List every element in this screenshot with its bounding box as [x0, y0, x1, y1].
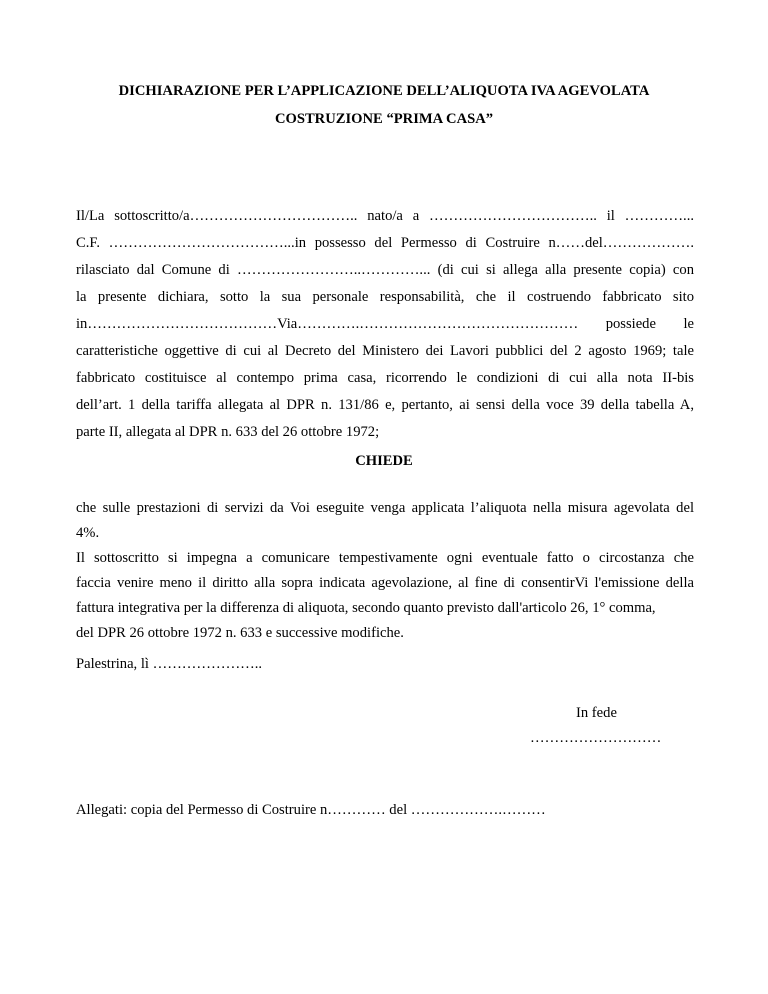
request-line: fattura integrativa per la differenza di aliquota, secondo quanto previsto dall'articolo 26, 1° comma,: [76, 600, 656, 616]
declaration-line: Il/La sottoscritto/a…………………………….. nato/a a …………………………….. il …………...: [76, 208, 694, 224]
place-date-line: Palestrina, lì …………………..: [76, 656, 263, 672]
declaration-line: C.F. ………………………………...in possesso del Permesso di Costruire n……del……………….: [76, 235, 694, 251]
request-line: che sulle prestazioni di servizi da Voi eseguite venga applicata l’aliquota nella misura agevolata del: [76, 500, 694, 516]
document-title-line-2: COSTRUZIONE “PRIMA CASA”: [274, 111, 494, 127]
declaration-line: dell’art. 1 della tariffa allegata al DPR n. 131/86 e, pertanto, ai sensi della voce 39 della tabella A,: [76, 397, 694, 413]
signature-label: In fede: [576, 705, 617, 721]
request-line: faccia venire meno il diritto alla sopra indicata agevolazione, al fine di consentirVi l'emissione della: [76, 575, 694, 591]
declaration-line: fabbricato costituisce al contempo prima casa, ricorrendo le condizioni di cui alla nota II-bis: [76, 370, 694, 386]
request-heading: CHIEDE: [355, 453, 413, 469]
request-paragraph: [76, 499, 694, 642]
declaration-line: parte II, allegata al DPR n. 633 del 26 ottobre 1972;: [76, 424, 380, 440]
declaration-line: in…………………………………Via………….……………………………………… possiede le: [76, 316, 694, 332]
request-line: Il sottoscritto si impegna a comunicare tempestivamente ogni eventuale fatto o circostanza che: [76, 550, 694, 566]
signature-line: ………………………: [530, 730, 662, 746]
declaration-line: la presente dichiara, sotto la sua personale responsabilità, che il costruendo fabbricato sito: [76, 289, 694, 305]
attachments-line: Allegati: copia del Permesso di Costruire n………… del ……………….………: [76, 802, 546, 818]
declaration-line: caratteristiche oggettive di cui al Decreto del Ministero dei Lavori pubblici del 2 agosto 1969; tale: [76, 343, 694, 359]
request-line: del DPR 26 ottobre 1972 n. 633 e successive modifiche.: [76, 625, 404, 641]
document-title-line-1: DICHIARAZIONE PER L’APPLICAZIONE DELL’ALIQUOTA IVA AGEVOLATA: [118, 83, 650, 99]
declaration-paragraph: [76, 207, 694, 441]
declaration-line: rilasciato dal Comune di ……………………..…………... (di cui si allega alla presente copia) con: [76, 262, 694, 278]
request-line: 4%.: [76, 525, 100, 541]
